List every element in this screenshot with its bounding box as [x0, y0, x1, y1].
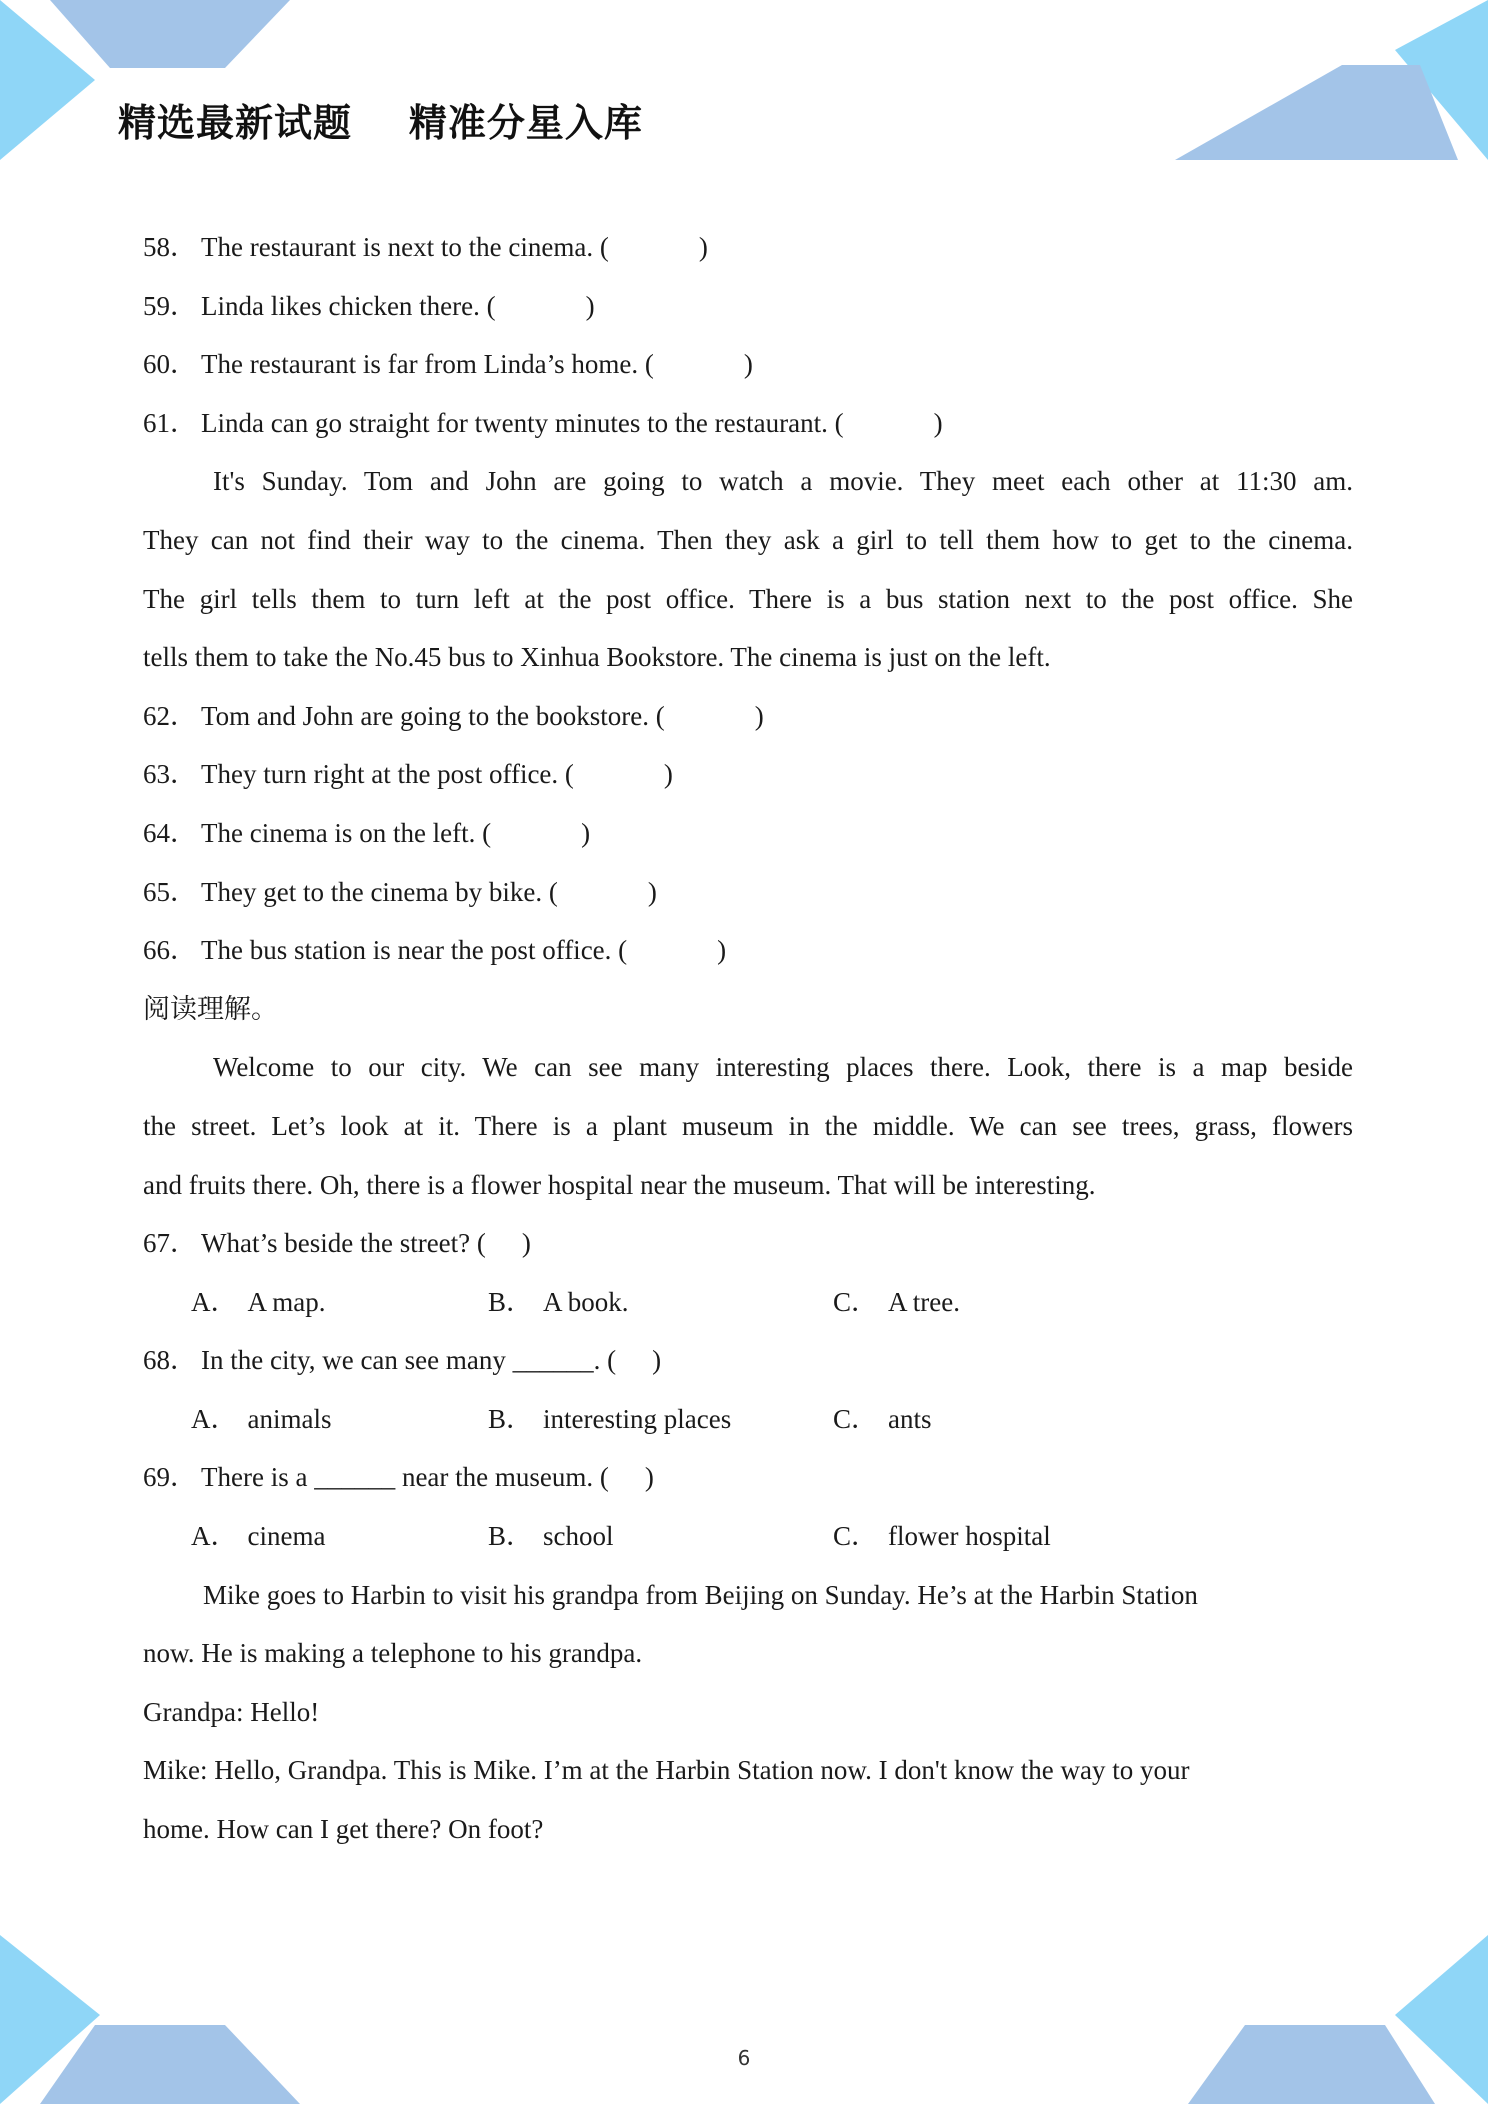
passage-1-line-3: The girl tells them to turn left at the post office. There is a bus station next to the post office. She [143, 583, 1353, 614]
bottom-left-triangle-shape [0, 1935, 100, 2104]
question-63: 63． They turn right at the post office. ( ) [143, 759, 673, 790]
passage-2-line-3: and fruits there. Oh, there is a flower hospital near the museum. That will be interesting. [143, 1169, 1096, 1200]
question-text: The bus station is near the post office. ( [201, 935, 628, 966]
question-62: 62． Tom and John are going to the bookstore. ( ) [143, 700, 764, 731]
question-text: The restaurant is far from Linda’s home. ( [201, 349, 654, 380]
question-text: Linda likes chicken there. ( [201, 290, 496, 321]
question-text: The restaurant is next to the cinema. ( [201, 232, 609, 262]
question-text: Tom and John are going to the bookstore. ( [201, 700, 665, 731]
question-text: Linda can go straight for twenty minutes to the restaurant. ( [201, 407, 844, 438]
option-b[interactable]: B． A book. [488, 1286, 629, 1317]
top-left-trapezoid-shape [50, 0, 290, 68]
question-69: 69． There is a ______ near the museum. ( ) [143, 1462, 654, 1493]
option-b[interactable]: B． school [488, 1521, 614, 1552]
passage-1-line-4: tells them to take the No.45 bus to Xinhua Bookstore. The cinema is just on the left. [143, 642, 1051, 673]
question-59: 59． Linda likes chicken there. ( ) [143, 290, 595, 321]
bottom-right-triangle-shape [1395, 1935, 1488, 2104]
option-b[interactable]: B． interesting places [488, 1403, 732, 1434]
top-right-trapezoid-shape [1175, 65, 1458, 160]
passage-3-line-1: Mike goes to Harbin to visit his grandpa from Beijing on Sunday. He’s at the Harbin Station [203, 1579, 1198, 1610]
option-a[interactable]: A． animals [191, 1403, 332, 1434]
question-61: 61． Linda can go straight for twenty minutes to the restaurant. ( ) [143, 407, 943, 438]
top-left-triangle-shape [0, 0, 95, 160]
dialogue-line-grandpa: Grandpa: Hello! [143, 1696, 320, 1727]
option-c[interactable]: C． ants [833, 1403, 932, 1434]
section-label: 阅读理解。 [143, 993, 278, 1024]
question-text: They get to the cinema by bike. ( [201, 876, 558, 907]
passage-2-line-2: the street. Let’s look at it. There is a plant museum in the middle. We can see trees, grass, flowers [143, 1110, 1353, 1141]
question-65: 65． They get to the cinema by bike. ( ) [143, 876, 657, 907]
options-69 [143, 1507, 1353, 1566]
question-text: There is a ______ near the museum. ( [201, 1462, 609, 1493]
question-text: In the city, we can see many ______. ( [201, 1345, 617, 1376]
passage-1-line-2: They can not find their way to the cinema. Then they ask a girl to tell them how to get to the cinema. [143, 524, 1353, 555]
question-text: The cinema is on the left. ( [201, 817, 492, 848]
top-right-triangle-shape [1395, 0, 1488, 160]
question-66: 66． The bus station is near the post office. ( ) [143, 935, 727, 966]
dialogue-line-mike-continued: home. How can I get there? On foot? [143, 1814, 544, 1845]
question-text: What’s beside the street? ( [201, 1228, 486, 1259]
dialogue-line-mike: Mike: Hello, Grandpa. This is Mike. I’m at the Harbin Station now. I don't know the way to your [143, 1755, 1190, 1786]
question-text: They turn right at the post office. ( [201, 759, 574, 790]
question-58: 58． The restaurant is next to the cinema. ( ) [143, 232, 708, 262]
question-60: 60． The restaurant is far from Linda’s home. ( ) [143, 349, 753, 380]
page-number: 6 [737, 2046, 751, 2070]
options-67 [143, 1273, 1353, 1332]
question-68: 68． In the city, we can see many ______. ( ) [143, 1345, 662, 1376]
passage-1-line-1: It's Sunday. Tom and John are going to watch a movie. They meet each other at 11:30 am. [213, 466, 1353, 497]
options-68 [143, 1390, 1353, 1449]
option-a[interactable]: A． A map. [191, 1286, 326, 1317]
passage-2-line-1: Welcome to our city. We can see many interesting places there. Look, there is a map beside [213, 1052, 1353, 1083]
passage-3-line-2: now. He is making a telephone to his grandpa. [143, 1638, 643, 1669]
header-title: 精选最新试题 精准分星入库 [118, 101, 643, 145]
question-64: 64． The cinema is on the left. ( ) [143, 817, 591, 848]
document-body [143, 218, 1353, 1859]
option-c[interactable]: C． A tree. [833, 1286, 960, 1317]
option-a[interactable]: A． cinema [191, 1521, 326, 1552]
option-c[interactable]: C． flower hospital [833, 1521, 1051, 1552]
question-67: 67． What’s beside the street? ( ) [143, 1228, 531, 1259]
